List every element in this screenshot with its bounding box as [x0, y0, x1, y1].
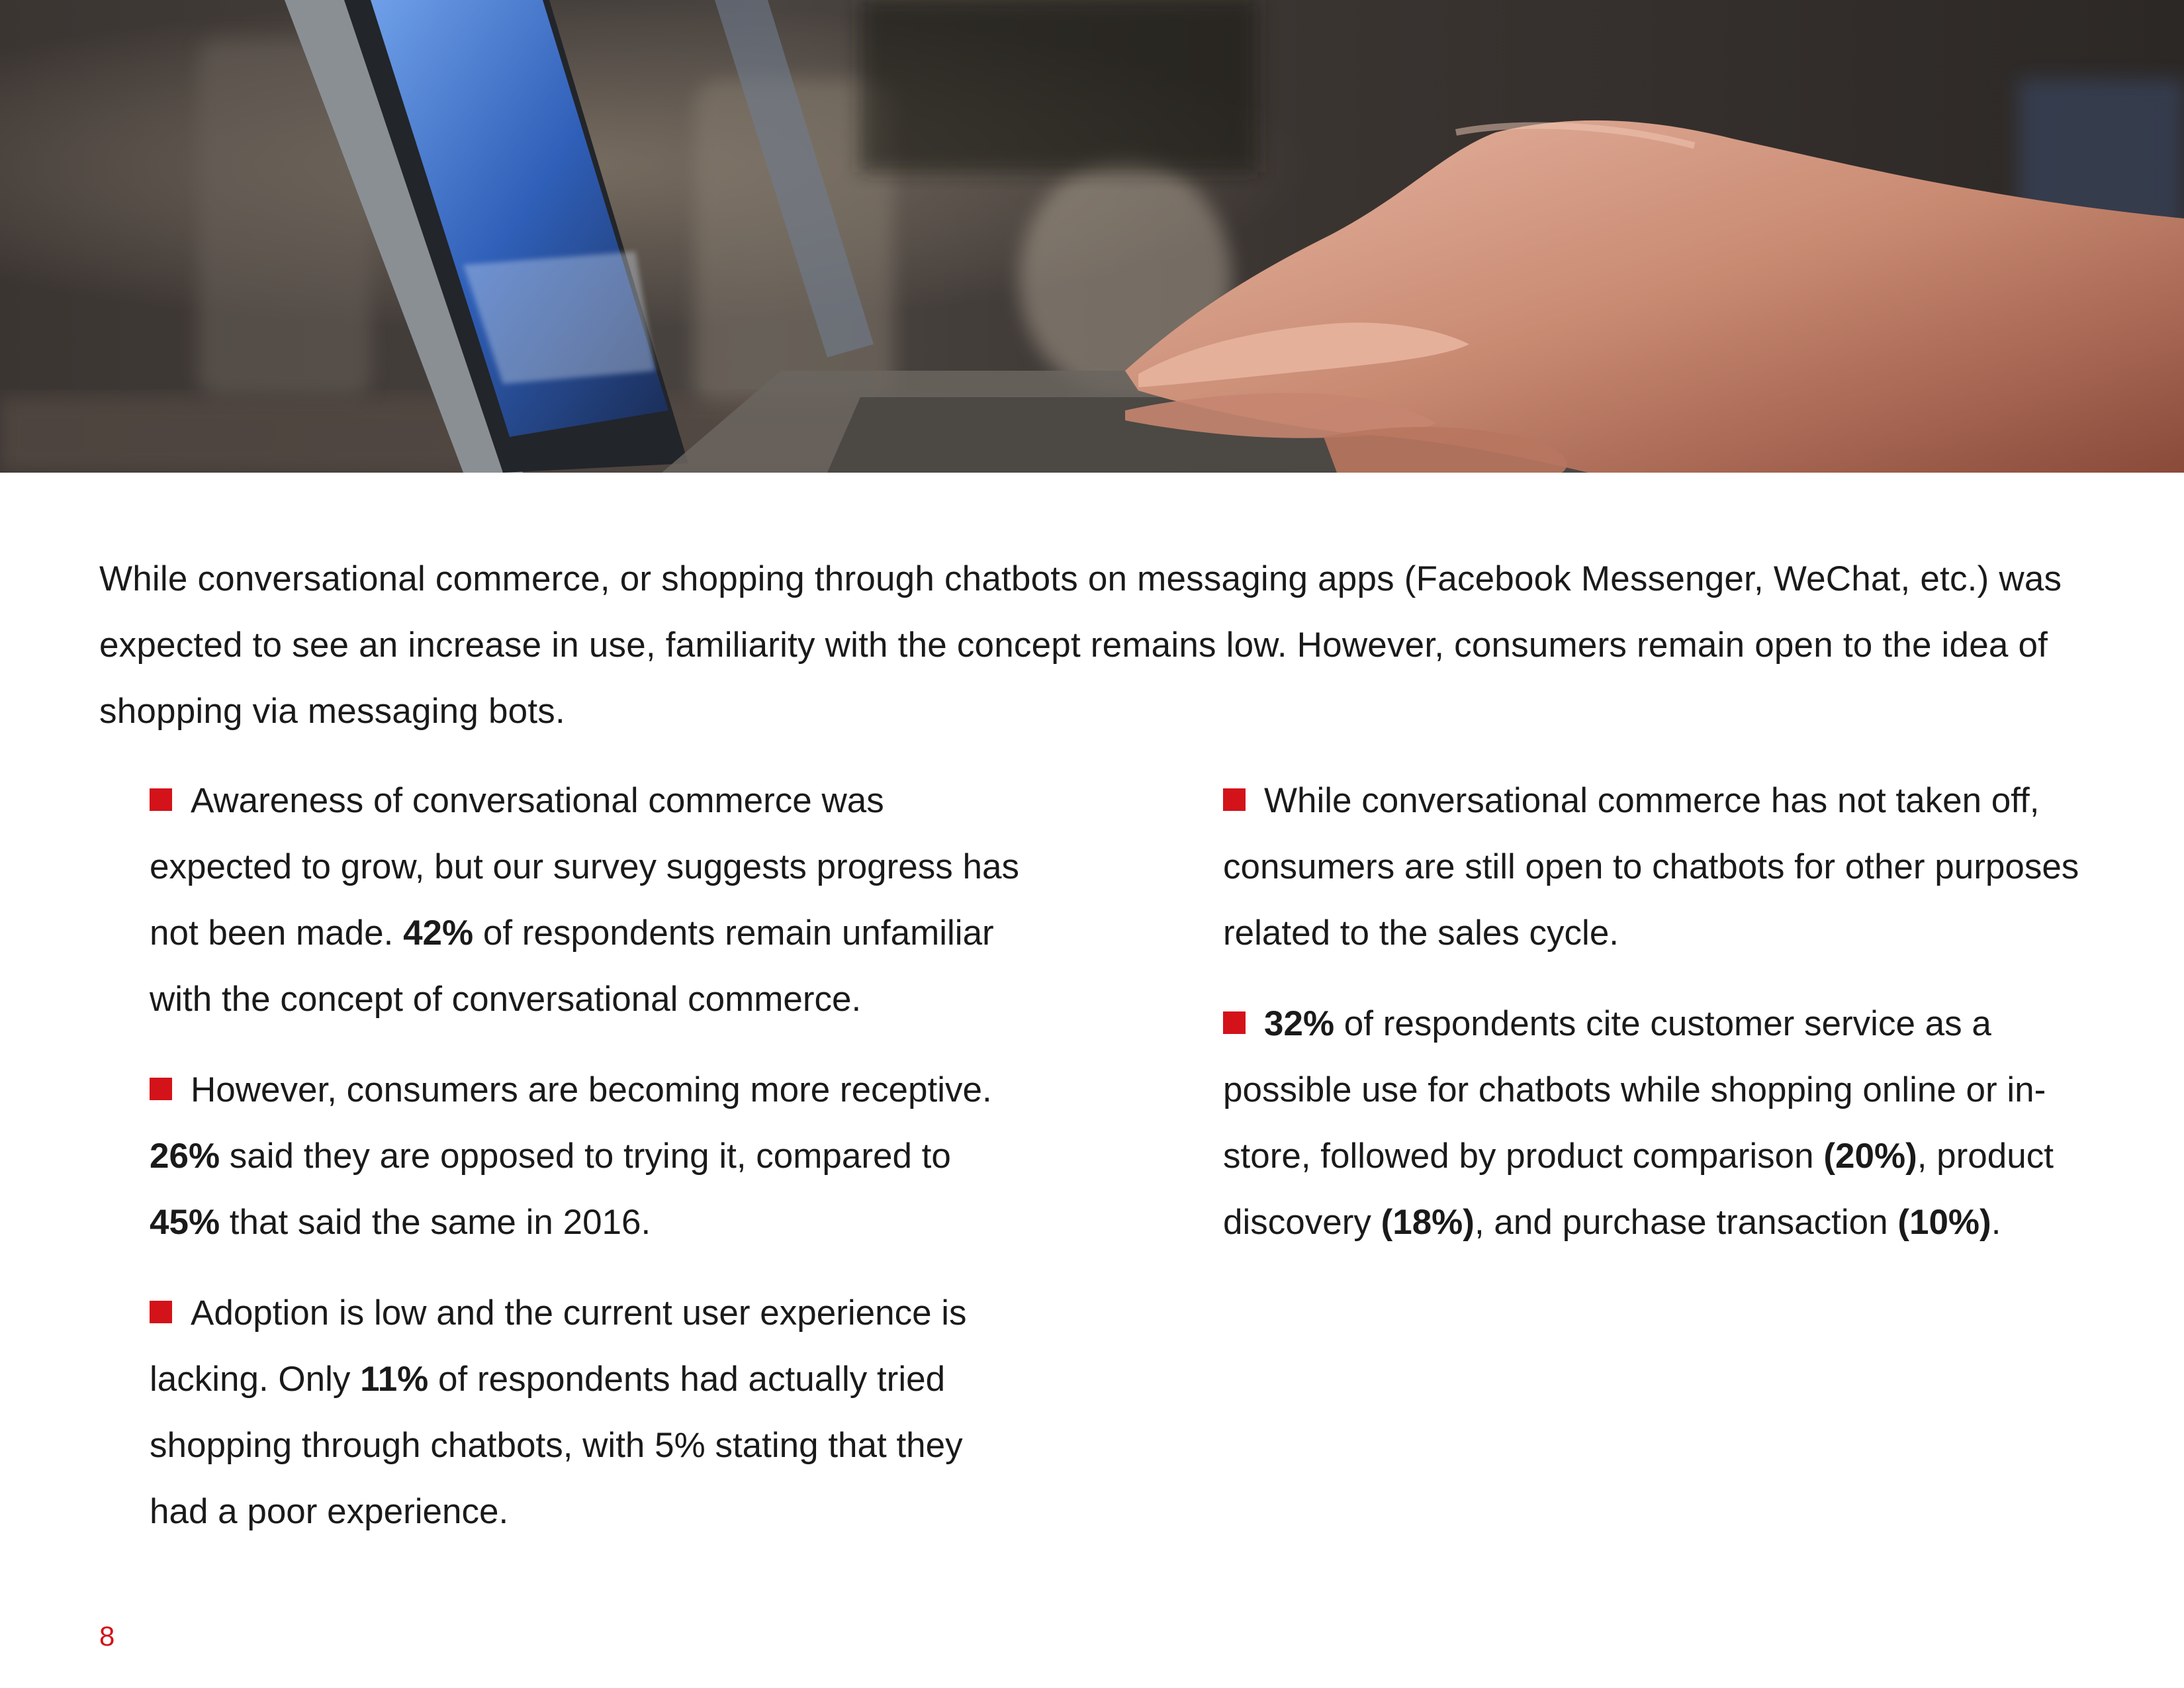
red-square-bullet-icon	[150, 1301, 172, 1323]
left-bullet-column	[150, 768, 1030, 1570]
bullet-awareness: Awareness of conversational commerce was expected to grow, but our survey suggests progress has not been made. 42% of respondents remain unfamiliar with the concept of conversational commerce.	[150, 781, 1019, 1019]
stat-45: 45%	[150, 1203, 220, 1242]
stat-26: 26%	[150, 1137, 220, 1176]
red-square-bullet-icon	[150, 788, 172, 811]
bullet-open-to-chatbots: While conversational commerce has not taken off, consumers are still open to chatbots for other purposes related to the sales cycle.	[1223, 781, 2079, 953]
bullet-use-cases: 32% of respondents cite customer service as a possible use for chatbots while shopping online or in-store, followed by product comparison (20%), product discovery (18%), and purchase transaction (10%).	[1223, 1004, 2054, 1242]
red-square-bullet-icon	[1223, 788, 1246, 811]
right-bullet-column	[1223, 768, 2103, 1280]
bullet-receptive: However, consumers are becoming more receptive. 26% said they are opposed to trying it, compared to 45% that said the same in 2016.	[150, 1070, 992, 1242]
red-square-bullet-icon	[150, 1078, 172, 1100]
hero-image	[0, 0, 2184, 473]
intro-paragraph: While conversational commerce, or shopping through chatbots on messaging apps (Facebook Messenger, WeChat, etc.) was expected to see an increase in use, familiarity with the concept remains low. However, consumers remain open to the idea of shopping via messaging bots.	[99, 559, 2062, 731]
stat-42: 42%	[403, 914, 474, 953]
bullet-adoption: Adoption is low and the current user experience is lacking. Only 11% of respondents had actually tried shopping through chatbots, with 5% stating that they had a poor experience.	[150, 1293, 967, 1531]
red-square-bullet-icon	[1223, 1011, 1246, 1034]
page-number: 8	[99, 1620, 115, 1652]
stat-18: (18%)	[1381, 1203, 1475, 1242]
stat-11: 11%	[360, 1360, 429, 1399]
stat-32: 32%	[1264, 1004, 1335, 1043]
stat-10: (10%)	[1897, 1203, 1991, 1242]
stat-20: (20%)	[1823, 1137, 1917, 1176]
